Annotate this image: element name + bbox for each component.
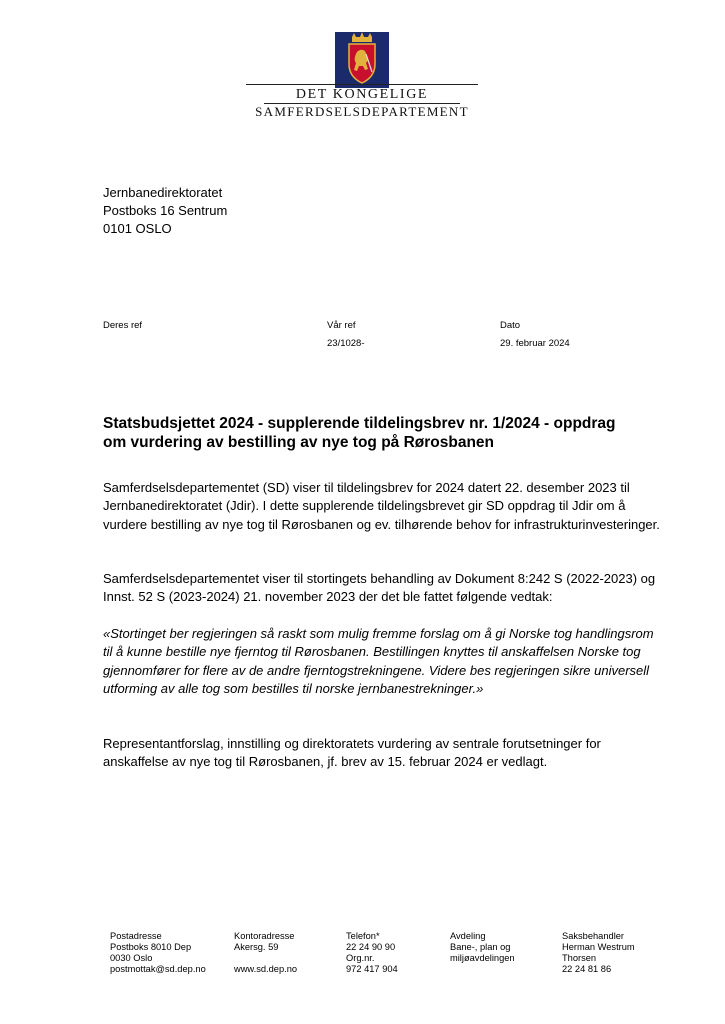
resolution-quote: «Stortinget ber regjeringen så raskt som mulig fremme forslag om å gi Norske tog handlingsrom til å kunne bestille nye fjerntog til Rørosbanen. Bestillingen knyttes til anskaffelsen Norske tog gjennomfører for flere av de andre fjerntogstrekningene. Videre bes regjeringen sikre universell utforming av alle tog som bestilles til norske jernbanestrekninger.»: [103, 626, 654, 696]
norwegian-coat-of-arms-icon: [335, 32, 389, 88]
footer-kontoradresse-label: Kontoradresse: [234, 931, 295, 941]
footer-kontoradresse-line: [234, 953, 297, 964]
body-paragraph-3: Representantforslag, innstilling og direktoratets vurdering av sentrale forutsetninger for anskaffelse av nye tog til Rørosbanen, jf. brev av 15. februar 2024 er vedlagt.: [103, 736, 601, 770]
footer-orgnr-label: Org.nr.: [346, 953, 375, 963]
letterhead-line1: DET KONGELIGE: [295, 87, 429, 102]
var-ref-value: 23/1028-: [327, 338, 365, 349]
var-ref-label: Vår ref: [327, 320, 356, 331]
footer-telefon-number: 22 24 90 90: [346, 942, 396, 952]
footer-postadresse-line: Postboks 8010 Dep: [110, 942, 192, 952]
body-paragraph-1: Samferdselsdepartementet (SD) viser til tildelingsbrev for 2024 datert 22. desember 2023 til Jernbanedirektoratet (Jdir). I dette supplerende tildelingsbrevet gir SD oppdrag til Jdir om å vurdere bestilling av nye tog til Rørosbanen og ev. tilhørende behov for infrastrukturinvesteringer.: [103, 480, 660, 532]
body-paragraph-2: Samferdselsdepartementet viser til stortingets behandling av Dokument 8:242 S (2022-2023) og Innst. 52 S (2023-2024) 21. november 2023 der det ble fattet følgende vedtak:: [103, 571, 656, 605]
footer-telefon-label: Telefon*: [346, 931, 380, 941]
footer-avdeling: [450, 931, 515, 964]
dato-label: Dato: [500, 320, 521, 331]
footer-orgnr-value: 972 417 904: [346, 964, 398, 974]
logo-rule-top: [246, 84, 478, 85]
footer-saksbehandler: [562, 931, 635, 975]
letterhead-line2: SAMFERDSELSDEPARTEMENT: [255, 104, 469, 119]
footer-avdeling-line: miljøavdelingen: [450, 953, 515, 963]
footer-saksbehandler-label: Saksbehandler: [562, 931, 625, 941]
recipient-address: [103, 184, 227, 238]
footer-email-link[interactable]: postmottak@sd.dep.no: [110, 964, 206, 974]
dato-value: 29. februar 2024: [500, 338, 570, 349]
letterhead-logo: [246, 32, 478, 122]
footer-saksbehandler-phone: 22 24 81 86: [562, 964, 612, 974]
recipient-city: 0101 OSLO: [103, 221, 172, 236]
footer-website-link[interactable]: www.sd.dep.no: [234, 964, 298, 974]
recipient-name: Jernbanedirektoratet: [103, 185, 223, 200]
footer-postadresse-label: Postadresse: [110, 931, 162, 941]
footer-kontoradresse: [234, 931, 297, 975]
letter-subject: Statsbudsjettet 2024 - supplerende tildelingsbrev nr. 1/2024 - oppdrag om vurdering av bestilling av nye tog på Rørosbanen: [103, 415, 616, 451]
footer-telefon: [346, 931, 398, 975]
footer-avdeling-line: Bane-, plan og: [450, 942, 511, 952]
footer-postadresse: [110, 931, 206, 975]
deres-ref-label: Deres ref: [103, 320, 143, 331]
recipient-street: Postboks 16 Sentrum: [103, 203, 228, 218]
footer-avdeling-label: Avdeling: [450, 931, 486, 941]
footer-saksbehandler-line: Herman Westrum: [562, 942, 635, 952]
footer-kontoradresse-line: Akersg. 59: [234, 942, 279, 952]
footer-postadresse-line: 0030 Oslo: [110, 953, 153, 963]
footer-saksbehandler-line: Thorsen: [562, 953, 597, 963]
